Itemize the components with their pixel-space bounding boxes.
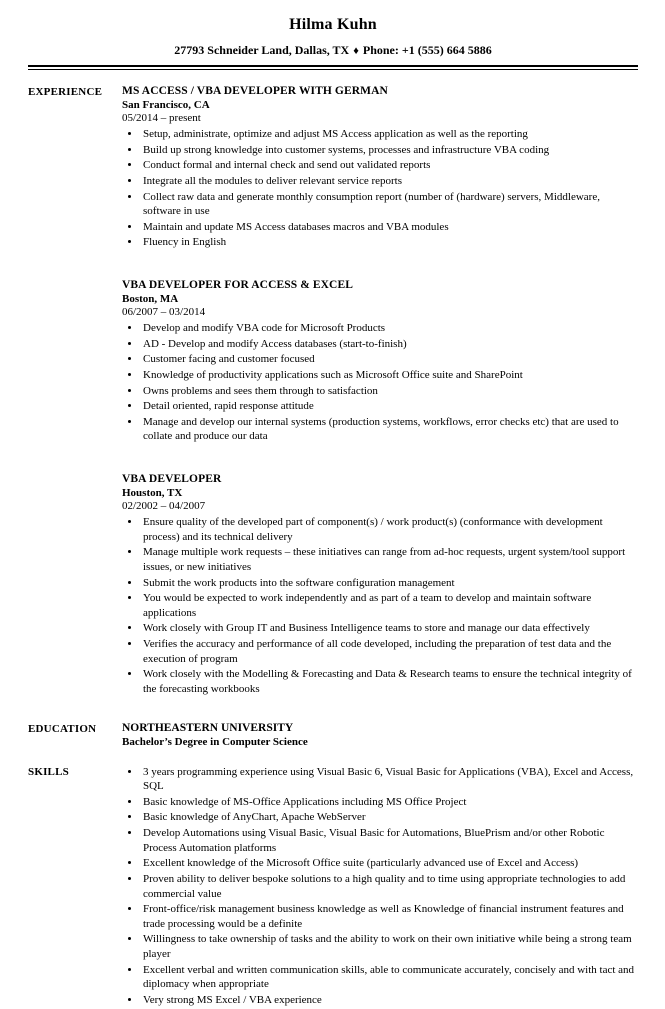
contact-line [28,43,638,58]
bullet-item: • Very strong MS Excel / VBA experience [141,993,638,1008]
degree: Bachelor’s Degree in Computer Science [122,735,308,748]
bullet-item: • AD - Develop and modify Access databases (start-to-finish) [141,337,638,352]
bullet-item: • Integrate all the modules to deliver relevant service reports [141,174,638,189]
job-entry-1 [122,85,638,250]
job-bullet-list [122,321,638,444]
job-location: San Francisco, CA [122,99,210,111]
header-divider [28,65,638,70]
job-location: Boston, MA [122,293,179,305]
bullet-item: • Setup, administrate, optimize and adjust MS Access application as well as the reporting [141,127,638,142]
experience-content [122,85,638,698]
bullet-item: • Basic knowledge of MS-Office Applications including MS Office Project [141,795,638,810]
bullet-item: • Build up strong knowledge into customer systems, processes and infrastructure VBA coding [141,143,638,158]
bullet-item: • Proven ability to deliver bespoke solutions to a high quality and to time using appropriate technologies to add commercial value [141,872,638,901]
bullet-item: • Fluency in English [141,235,638,250]
bullet-item: • Work closely with the Modelling & Forecasting and Data & Research teams to ensure the technical integrity of the forecasting workbooks [141,667,638,696]
skills-section [28,765,638,1009]
diamond-separator-icon: ♦ [353,45,359,57]
job-dates: 05/2014 – present [122,112,201,124]
bullet-item: • Knowledge of productivity applications such as Microsoft Office suite and SharePoint [141,368,638,383]
bullet-item: • Excellent verbal and written communication skills, able to communicate accurately, concisely and with tact and diplomacy when appropriate [141,963,638,992]
bullet-item: • Owns problems and sees them through to satisfaction [141,384,638,399]
contact-address: 27793 Schneider Land, Dallas, TX [174,43,350,57]
bullet-item: • Work closely with Group IT and Business Intelligence teams to store and manage our data effectively [141,621,638,636]
contact-phone: Phone: +1 (555) 664 5886 [362,43,492,57]
bullet-item: • Basic knowledge of AnyChart, Apache WebServer [141,810,638,825]
job-title: VBA DEVELOPER FOR ACCESS & EXCEL [122,279,354,291]
section-label-skills: SKILLS [28,765,69,778]
bullet-item: • Detail oriented, rapid response attitude [141,399,638,414]
job-dates: 06/2007 – 03/2014 [122,306,206,318]
education-content [122,722,638,748]
skills-content [122,765,638,1009]
bullet-item: • Develop and modify VBA code for Microsoft Products [141,321,638,336]
bullet-item: • You would be expected to work independently and as part of a team to develop and maintain software applications [141,591,638,620]
bullet-item: • Collect raw data and generate monthly consumption report (number of (hardware) servers, Middleware, software in use [141,190,638,219]
bullet-item: • Maintain and update MS Access databases macros and VBA modules [141,220,638,235]
bullet-item: • Willingness to take ownership of tasks and the ability to work on their own initiative while being a strong team player [141,932,638,961]
bullet-item: • Conduct formal and internal check and send out validated reports [141,158,638,173]
job-entry-3 [122,473,638,697]
school-name: NORTHEASTERN UNIVERSITY [122,721,294,734]
bullet-item: • Front-office/risk management business knowledge as well as Knowledge of financial instrument features and trade processing would be a definite [141,902,638,931]
bullet-item: • Manage and develop our internal systems (production systems, workflows, error checks etc) that are used to collate and produce our data [141,415,638,444]
bullet-item: • Ensure quality of the developed part of component(s) / work product(s) (conformance with development process) and its technical delivery [141,515,638,544]
resume-name: Hilma Kuhn [289,16,377,33]
job-dates: 02/2002 – 04/2007 [122,500,206,512]
job-title: VBA DEVELOPER [122,473,222,485]
experience-section [28,85,638,698]
section-label-education: EDUCATION [28,722,97,735]
education-section [28,722,638,748]
section-label-experience: EXPERIENCE [28,86,103,98]
job-bullet-list [122,127,638,250]
job-title: MS ACCESS / VBA DEVELOPER WITH GERMAN [122,85,388,97]
job-entry-2 [122,279,638,444]
bullet-item: • Excellent knowledge of the Microsoft Office suite (particularly advanced use of Excel and Access) [141,856,638,871]
skills-bullet-list [122,765,638,1008]
bullet-item: • Customer facing and customer focused [141,352,638,367]
bullet-item: • Manage multiple work requests – these initiatives can range from ad-hoc requests, urgent system/tool support issues, or new initiatives [141,545,638,574]
job-bullet-list [122,515,638,697]
bullet-item: • 3 years programming experience using Visual Basic 6, Visual Basic for Applications (VBA), Excel and Access, SQL [141,765,638,794]
bullet-item: • Develop Automations using Visual Basic, Visual Basic for Automations, BluePrism and/or other Robotic Process Automation platforms [141,826,638,855]
bullet-item: • Submit the work products into the software configuration management [141,576,638,591]
job-location: Houston, TX [122,487,183,499]
bullet-item: • Verifies the accuracy and performance of all code developed, including the preparation of test data and the execution of program [141,637,638,666]
